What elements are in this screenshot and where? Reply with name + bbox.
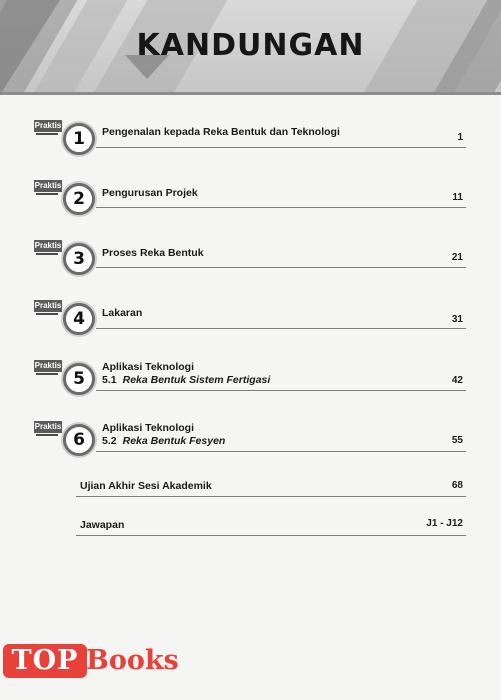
subtopic-title: Reka Bentuk Fesyen	[122, 435, 226, 447]
entry-title: Aplikasi Teknologi	[102, 361, 194, 373]
entry-subtitle	[102, 435, 225, 447]
extra-page-number: 68	[451, 480, 463, 491]
chapter-number-badge: 2	[63, 183, 95, 215]
entry-divider	[96, 390, 466, 391]
entry-page-number: 55	[451, 435, 463, 446]
chapter-number-badge: 1	[63, 123, 95, 155]
topbooks-logo	[0, 638, 190, 684]
chapter-number-badge: 5	[63, 363, 95, 395]
extra-title: Jawapan	[80, 519, 125, 531]
praktis-label: Praktis	[34, 422, 62, 431]
extra-title: Ujian Akhir Sesi Akademik	[80, 480, 212, 492]
entry-title: Aplikasi Teknologi	[102, 422, 194, 434]
entry-divider	[76, 496, 466, 497]
praktis-label: Praktis	[34, 301, 62, 310]
entry-page-number: 1	[457, 132, 463, 143]
subtopic-code: 5.2	[102, 435, 117, 447]
praktis-label: Praktis	[34, 181, 62, 190]
entry-title: Proses Reka Bentuk	[102, 247, 204, 259]
entry-divider	[76, 535, 466, 536]
chapter-number-badge: 3	[63, 243, 95, 275]
entry-subtitle	[102, 374, 270, 386]
logo-books-text: Books	[86, 645, 179, 676]
entry-divider	[96, 267, 466, 268]
entry-page-number: 42	[451, 375, 463, 386]
header-banner	[0, 0, 501, 95]
entry-title: Pengenalan kepada Reka Bentuk dan Teknologi	[102, 126, 340, 138]
subtopic-code: 5.1	[102, 374, 117, 386]
praktis-label: Praktis	[34, 241, 62, 250]
logo-top-box: TOP	[3, 644, 87, 678]
subtopic-title: Reka Bentuk Sistem Fertigasi	[122, 374, 271, 386]
entry-divider	[96, 451, 466, 452]
entry-divider	[96, 328, 466, 329]
entry-title: Pengurusan Projek	[102, 187, 198, 199]
page-title: KANDUNGAN	[136, 28, 365, 63]
extra-page-number: J1 - J12	[426, 518, 463, 529]
entry-page-number: 11	[452, 192, 463, 203]
praktis-label: Praktis	[34, 121, 62, 130]
chapter-number-badge: 4	[63, 303, 95, 335]
entry-title: Lakaran	[102, 307, 143, 319]
entry-divider	[96, 207, 466, 208]
entry-page-number: 31	[451, 314, 463, 325]
entry-divider	[96, 147, 466, 148]
entry-page-number: 21	[451, 252, 463, 263]
praktis-label: Praktis	[34, 361, 62, 370]
chapter-number-badge: 6	[63, 424, 95, 456]
